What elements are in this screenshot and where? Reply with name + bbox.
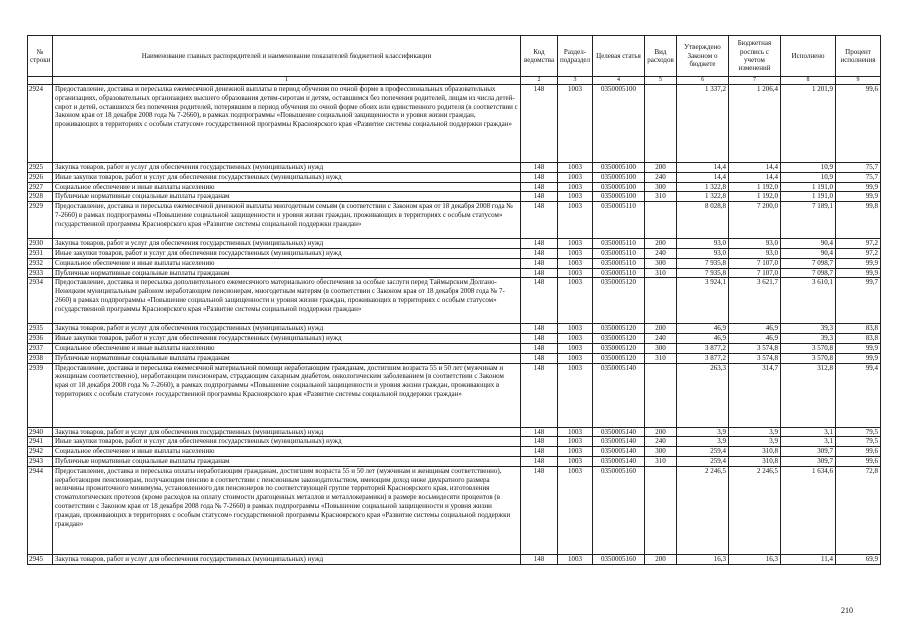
col-number — [28, 77, 53, 85]
col-number: 8 — [781, 77, 836, 85]
target-code: 0350005120 — [593, 343, 645, 353]
target-code: 0350005100 — [593, 85, 645, 163]
row-number: 2927 — [28, 182, 53, 192]
target-code: 0350005100 — [593, 192, 645, 202]
dept-code: 148 — [521, 278, 558, 324]
dept-code: 148 — [521, 456, 558, 466]
col-header-row-no: № строки — [28, 36, 53, 77]
expense-type: 240 — [645, 437, 677, 447]
approved-amount: 259,4 — [677, 447, 729, 457]
percent-value: 79,5 — [836, 437, 881, 447]
approved-amount: 2 246,5 — [677, 466, 729, 554]
percent-value: 99,9 — [836, 182, 881, 192]
section-code: 1003 — [558, 437, 593, 447]
percent-value: 99,9 — [836, 268, 881, 278]
expense-type: 200 — [645, 427, 677, 437]
row-number: 2929 — [28, 202, 53, 239]
allocation-amount: 16,3 — [729, 554, 781, 564]
executed-amount: 1 191,0 — [781, 182, 836, 192]
table-row — [28, 182, 881, 192]
col-header-approved: Утверждено Законом о бюджете — [677, 36, 729, 77]
row-name: Закупка товаров, работ и услуг для обеспечения государственных (муниципальных) нужд — [53, 239, 521, 249]
row-number: 2925 — [28, 163, 53, 173]
row-name: Социальное обеспечение и иные выплаты населению — [53, 182, 521, 192]
target-code: 0350005120 — [593, 324, 645, 334]
expense-type — [645, 466, 677, 554]
table-row — [28, 456, 881, 466]
row-name: Предоставление, доставка и пересылка ежемесячной денежной выплаты в период обучения по очной форме в профессиональных образовательных организациях, образовательных организациях высшего образования детям-сиротам и детям, оставшимся без попечения родителей, лицам из числа детей-сирот и детей, оставшихся без попечения родителей, потерявшим в период обучения по очной форме обоих или единственного родителя (в соответствии с Законом края от 18 декабря 2008 года № 7-2660), в рамках подпрограммы «Повышение социальной защищенности и уровня жизни граждан, проживающих в территориях с особым статусом» государственной программы Красноярского края «Развитие системы социальной поддержки граждан» — [53, 85, 521, 163]
row-name: Предоставление, доставка и пересылка дополнительного ежемесячного материального обеспечения за особые заслуги перед Таймырским Долгано-Ненецким муниципальным районом неработающим пенсионерам, многодетным матерям (в соответствии с Законом края от 18 декабря 2008 года № 7-2660) в рамках подпрограммы «Повышение социальной защищенности и уровня жизни граждан, проживающих в территориях с особым статусом» государственной программы Красноярского края «Развитие системы социальной поддержки граждан» — [53, 278, 521, 324]
allocation-amount: 3 574,8 — [729, 353, 781, 363]
expense-type: 200 — [645, 163, 677, 173]
approved-amount: 93,0 — [677, 248, 729, 258]
approved-amount: 7 935,8 — [677, 268, 729, 278]
row-name: Публичные нормативные социальные выплаты гражданам — [53, 268, 521, 278]
approved-amount: 263,3 — [677, 363, 729, 427]
table-row — [28, 202, 881, 239]
executed-amount: 309,7 — [781, 456, 836, 466]
dept-code: 148 — [521, 427, 558, 437]
percent-value: 99,6 — [836, 85, 881, 163]
dept-code: 148 — [521, 447, 558, 457]
expense-type: 200 — [645, 324, 677, 334]
table-row — [28, 437, 881, 447]
target-code: 0350005140 — [593, 437, 645, 447]
approved-amount: 3 877,2 — [677, 343, 729, 353]
section-code: 1003 — [558, 554, 593, 564]
target-code: 0350005140 — [593, 427, 645, 437]
target-code: 0350005140 — [593, 363, 645, 427]
dept-code: 148 — [521, 182, 558, 192]
percent-value: 99,9 — [836, 353, 881, 363]
table-row — [28, 334, 881, 344]
percent-value: 99,4 — [836, 363, 881, 427]
allocation-amount: 7 107,0 — [729, 258, 781, 268]
target-code: 0350005120 — [593, 353, 645, 363]
table-row — [28, 466, 881, 554]
allocation-amount: 3,9 — [729, 437, 781, 447]
executed-amount: 309,7 — [781, 447, 836, 457]
executed-amount: 10,9 — [781, 163, 836, 173]
target-code: 0350005160 — [593, 466, 645, 554]
section-code: 1003 — [558, 278, 593, 324]
table-row — [28, 363, 881, 427]
row-name: Иные закупки товаров, работ и услуг для обеспечения государственных (муниципальных) нужд — [53, 248, 521, 258]
table-row — [28, 172, 881, 182]
approved-amount: 3,9 — [677, 437, 729, 447]
allocation-amount: 14,4 — [729, 163, 781, 173]
approved-amount: 46,9 — [677, 324, 729, 334]
section-code: 1003 — [558, 202, 593, 239]
executed-amount: 11,4 — [781, 554, 836, 564]
allocation-amount: 93,0 — [729, 239, 781, 249]
column-number-row — [28, 77, 881, 85]
section-code: 1003 — [558, 268, 593, 278]
row-number: 2933 — [28, 268, 53, 278]
executed-amount: 1 634,6 — [781, 466, 836, 554]
table-row — [28, 447, 881, 457]
row-number: 2936 — [28, 334, 53, 344]
expense-type: 240 — [645, 172, 677, 182]
col-number: 4 — [593, 77, 645, 85]
col-number: 3 — [558, 77, 593, 85]
dept-code: 148 — [521, 248, 558, 258]
allocation-amount: 7 107,0 — [729, 268, 781, 278]
percent-value: 75,7 — [836, 172, 881, 182]
approved-amount: 3,9 — [677, 427, 729, 437]
row-name: Предоставление, доставка и пересылка оплаты неработающим гражданам, достигшим возраста 55 и 50 лет (мужчинам и женщинам соответственно), неработающим пенсионерам, получающим пенсию в соответствии с пенсионным законодательством, имеющим доход ниже двукратного размера величины прожиточного минимума, установленного для пенсионеров по соответствующей группе территорий Красноярского края, изготовления стоматологических протезов (кроме расходов на оплату стоимости драгоценных металлов и металлокерамики) в размере восьмидесяти процентов (в соответствии с Законом края от 18 декабря 2008 года № 7-2660) в рамках подпрограммы «Повышение социальной защищенности и уровня жизни граждан, проживающих в территориях с особым статусом» государственной программы Красноярского края «Развитие системы социальной поддержки граждан» — [53, 466, 521, 554]
col-header-target: Целевая статья — [593, 36, 645, 77]
row-name: Предоставление, доставка и пересылка ежемесячной материальной помощи неработающим гражданам, достигшим возраста 55 и 50 лет (мужчинам и женщинам соответственно), неработающим пенсионерам, страдающим сахарным диабетом, онкологическим заболеванием (в соответствии с Законом края от 18 декабря 2008 года № 7-2660), в рамках подпрограммы «Повышение социальной защищенности и уровня жизни граждан, проживающих в территориях с особым статусом» государственной программы Красноярского края «Развитие системы социальной поддержки граждан» — [53, 363, 521, 427]
row-number: 2935 — [28, 324, 53, 334]
percent-value: 99,9 — [836, 192, 881, 202]
percent-value: 79,5 — [836, 427, 881, 437]
expense-type: 310 — [645, 456, 677, 466]
col-header-allocation: Бюджетная роспись с учетом изменений — [729, 36, 781, 77]
target-code: 0350005110 — [593, 258, 645, 268]
table-row — [28, 343, 881, 353]
dept-code: 148 — [521, 554, 558, 564]
table-row — [28, 239, 881, 249]
section-code: 1003 — [558, 85, 593, 163]
table-row — [28, 353, 881, 363]
expense-type: 200 — [645, 239, 677, 249]
allocation-amount: 3,9 — [729, 427, 781, 437]
executed-amount: 3 570,8 — [781, 353, 836, 363]
table-row — [28, 192, 881, 202]
expense-type: 310 — [645, 353, 677, 363]
approved-amount: 7 935,8 — [677, 258, 729, 268]
expense-type — [645, 202, 677, 239]
expense-type — [645, 278, 677, 324]
section-code: 1003 — [558, 353, 593, 363]
row-name: Публичные нормативные социальные выплаты гражданам — [53, 353, 521, 363]
expense-type — [645, 363, 677, 427]
expense-type: 300 — [645, 258, 677, 268]
allocation-amount: 46,9 — [729, 324, 781, 334]
approved-amount: 259,4 — [677, 456, 729, 466]
percent-value: 99,7 — [836, 278, 881, 324]
percent-value: 97,2 — [836, 248, 881, 258]
col-header-name: Наименование главных распорядителей и наименование показателей бюджетной классификации — [53, 36, 521, 77]
executed-amount: 1 201,9 — [781, 85, 836, 163]
col-number: 6 — [677, 77, 729, 85]
section-code: 1003 — [558, 248, 593, 258]
table-row — [28, 427, 881, 437]
executed-amount: 3 610,1 — [781, 278, 836, 324]
expense-type: 310 — [645, 268, 677, 278]
row-name: Закупка товаров, работ и услуг для обеспечения государственных (муниципальных) нужд — [53, 163, 521, 173]
executed-amount: 7 098,7 — [781, 268, 836, 278]
dept-code: 148 — [521, 268, 558, 278]
row-name: Закупка товаров, работ и услуг для обеспечения государственных (муниципальных) нужд — [53, 427, 521, 437]
percent-value: 83,8 — [836, 334, 881, 344]
approved-amount: 16,3 — [677, 554, 729, 564]
table-row — [28, 324, 881, 334]
row-name: Закупка товаров, работ и услуг для обеспечения государственных (муниципальных) нужд — [53, 324, 521, 334]
approved-amount: 3 924,1 — [677, 278, 729, 324]
approved-amount: 14,4 — [677, 172, 729, 182]
row-number: 2937 — [28, 343, 53, 353]
table-row — [28, 85, 881, 163]
col-number: 2 — [521, 77, 558, 85]
target-code: 0350005140 — [593, 456, 645, 466]
allocation-amount: 314,7 — [729, 363, 781, 427]
percent-value: 99,6 — [836, 456, 881, 466]
percent-value: 83,8 — [836, 324, 881, 334]
col-number: 7 — [729, 77, 781, 85]
dept-code: 148 — [521, 466, 558, 554]
percent-value: 99,6 — [836, 447, 881, 457]
row-name: Иные закупки товаров, работ и услуг для обеспечения государственных (муниципальных) нужд — [53, 437, 521, 447]
section-code: 1003 — [558, 239, 593, 249]
table-body — [28, 85, 881, 565]
row-number: 2931 — [28, 248, 53, 258]
expense-type: 240 — [645, 334, 677, 344]
percent-value: 99,8 — [836, 202, 881, 239]
executed-amount: 7 098,7 — [781, 258, 836, 268]
row-name: Иные закупки товаров, работ и услуг для обеспечения государственных (муниципальных) нужд — [53, 334, 521, 344]
section-code: 1003 — [558, 192, 593, 202]
row-number: 2944 — [28, 466, 53, 554]
dept-code: 148 — [521, 239, 558, 249]
expense-type: 310 — [645, 192, 677, 202]
approved-amount: 1 322,8 — [677, 182, 729, 192]
allocation-amount: 14,4 — [729, 172, 781, 182]
table-row — [28, 278, 881, 324]
page-number: 210 — [841, 606, 853, 615]
executed-amount: 1 191,0 — [781, 192, 836, 202]
approved-amount: 1 337,2 — [677, 85, 729, 163]
header-row — [28, 36, 881, 77]
row-name: Публичные нормативные социальные выплаты гражданам — [53, 192, 521, 202]
executed-amount: 90,4 — [781, 239, 836, 249]
allocation-amount: 1 206,4 — [729, 85, 781, 163]
row-number: 2942 — [28, 447, 53, 457]
col-header-executed: Исполнено — [781, 36, 836, 77]
expense-type: 200 — [645, 554, 677, 564]
percent-value: 97,2 — [836, 239, 881, 249]
percent-value: 75,7 — [836, 163, 881, 173]
row-name: Иные закупки товаров, работ и услуг для обеспечения государственных (муниципальных) нужд — [53, 172, 521, 182]
executed-amount: 312,8 — [781, 363, 836, 427]
target-code: 0350005120 — [593, 278, 645, 324]
approved-amount: 8 028,8 — [677, 202, 729, 239]
executed-amount: 3 570,8 — [781, 343, 836, 353]
executed-amount: 7 189,1 — [781, 202, 836, 239]
expense-type: 300 — [645, 182, 677, 192]
percent-value: 99,9 — [836, 258, 881, 268]
table-row — [28, 554, 881, 564]
section-code: 1003 — [558, 182, 593, 192]
row-number: 2938 — [28, 353, 53, 363]
dept-code: 148 — [521, 192, 558, 202]
dept-code: 148 — [521, 334, 558, 344]
allocation-amount: 46,9 — [729, 334, 781, 344]
allocation-amount: 1 192,0 — [729, 192, 781, 202]
dept-code: 148 — [521, 163, 558, 173]
allocation-amount: 310,8 — [729, 447, 781, 457]
target-code: 0350005100 — [593, 182, 645, 192]
table-row — [28, 163, 881, 173]
approved-amount: 1 322,8 — [677, 192, 729, 202]
allocation-amount: 93,0 — [729, 248, 781, 258]
dept-code: 148 — [521, 437, 558, 447]
target-code: 0350005120 — [593, 334, 645, 344]
table-row — [28, 268, 881, 278]
row-name: Предоставление, доставка и пересылка ежемесячной денежной выплаты многодетным семьям (в соответствии с Законом края от 18 декабря 2008 года № 7-2660) в рамках подпрограммы «Повышение социальной защищенности и уровня жизни граждан, проживающих в территориях с особым статусом» государственной программы Красноярского края «Развитие системы социальной поддержки граждан» — [53, 202, 521, 239]
row-number: 2926 — [28, 172, 53, 182]
row-name: Социальное обеспечение и иные выплаты населению — [53, 258, 521, 268]
col-header-percent: Процент исполнения — [836, 36, 881, 77]
executed-amount: 39,3 — [781, 334, 836, 344]
dept-code: 148 — [521, 85, 558, 163]
executed-amount: 3,1 — [781, 437, 836, 447]
row-number: 2943 — [28, 456, 53, 466]
dept-code: 148 — [521, 363, 558, 427]
section-code: 1003 — [558, 334, 593, 344]
row-number: 2941 — [28, 437, 53, 447]
dept-code: 148 — [521, 258, 558, 268]
executed-amount: 10,9 — [781, 172, 836, 182]
percent-value: 69,9 — [836, 554, 881, 564]
row-number: 2934 — [28, 278, 53, 324]
target-code: 0350005100 — [593, 172, 645, 182]
approved-amount: 46,9 — [677, 334, 729, 344]
row-number: 2930 — [28, 239, 53, 249]
approved-amount: 14,4 — [677, 163, 729, 173]
section-code: 1003 — [558, 258, 593, 268]
dept-code: 148 — [521, 172, 558, 182]
row-number: 2924 — [28, 85, 53, 163]
section-code: 1003 — [558, 343, 593, 353]
executed-amount: 90,4 — [781, 248, 836, 258]
dept-code: 148 — [521, 343, 558, 353]
row-number: 2945 — [28, 554, 53, 564]
section-code: 1003 — [558, 466, 593, 554]
target-code: 0350005110 — [593, 239, 645, 249]
col-header-exp-type: Вид расходов — [645, 36, 677, 77]
target-code: 0350005140 — [593, 447, 645, 457]
percent-value: 72,8 — [836, 466, 881, 554]
allocation-amount: 310,8 — [729, 456, 781, 466]
section-code: 1003 — [558, 172, 593, 182]
target-code: 0350005160 — [593, 554, 645, 564]
expense-type — [645, 85, 677, 163]
row-name: Социальное обеспечение и иные выплаты населению — [53, 447, 521, 457]
allocation-amount: 3 621,7 — [729, 278, 781, 324]
target-code: 0350005110 — [593, 248, 645, 258]
section-code: 1003 — [558, 456, 593, 466]
executed-amount: 39,3 — [781, 324, 836, 334]
col-number: 5 — [645, 77, 677, 85]
section-code: 1003 — [558, 363, 593, 427]
allocation-amount: 1 192,0 — [729, 182, 781, 192]
row-name: Социальное обеспечение и иные выплаты населению — [53, 343, 521, 353]
dept-code: 148 — [521, 324, 558, 334]
section-code: 1003 — [558, 163, 593, 173]
table-row — [28, 248, 881, 258]
row-number: 2932 — [28, 258, 53, 268]
approved-amount: 3 877,2 — [677, 353, 729, 363]
approved-amount: 93,0 — [677, 239, 729, 249]
row-number: 2940 — [28, 427, 53, 437]
table-row — [28, 258, 881, 268]
expense-type: 300 — [645, 447, 677, 457]
target-code: 0350005110 — [593, 268, 645, 278]
col-number: 9 — [836, 77, 881, 85]
row-number: 2928 — [28, 192, 53, 202]
executed-amount: 3,1 — [781, 427, 836, 437]
row-number: 2939 — [28, 363, 53, 427]
allocation-amount: 7 200,0 — [729, 202, 781, 239]
expense-type: 240 — [645, 248, 677, 258]
col-header-section: Раздел-подраздел — [558, 36, 593, 77]
col-header-dept-code: Код ведомства — [521, 36, 558, 77]
percent-value: 99,9 — [836, 343, 881, 353]
target-code: 0350005100 — [593, 163, 645, 173]
dept-code: 148 — [521, 353, 558, 363]
expense-type: 300 — [645, 343, 677, 353]
section-code: 1003 — [558, 447, 593, 457]
allocation-amount: 3 574,8 — [729, 343, 781, 353]
col-number: 1 — [53, 77, 521, 85]
dept-code: 148 — [521, 202, 558, 239]
section-code: 1003 — [558, 427, 593, 437]
row-name: Закупка товаров, работ и услуг для обеспечения государственных (муниципальных) нужд — [53, 554, 521, 564]
budget-table — [27, 35, 881, 565]
target-code: 0350005110 — [593, 202, 645, 239]
section-code: 1003 — [558, 324, 593, 334]
row-name: Публичные нормативные социальные выплаты гражданам — [53, 456, 521, 466]
allocation-amount: 2 246,5 — [729, 466, 781, 554]
